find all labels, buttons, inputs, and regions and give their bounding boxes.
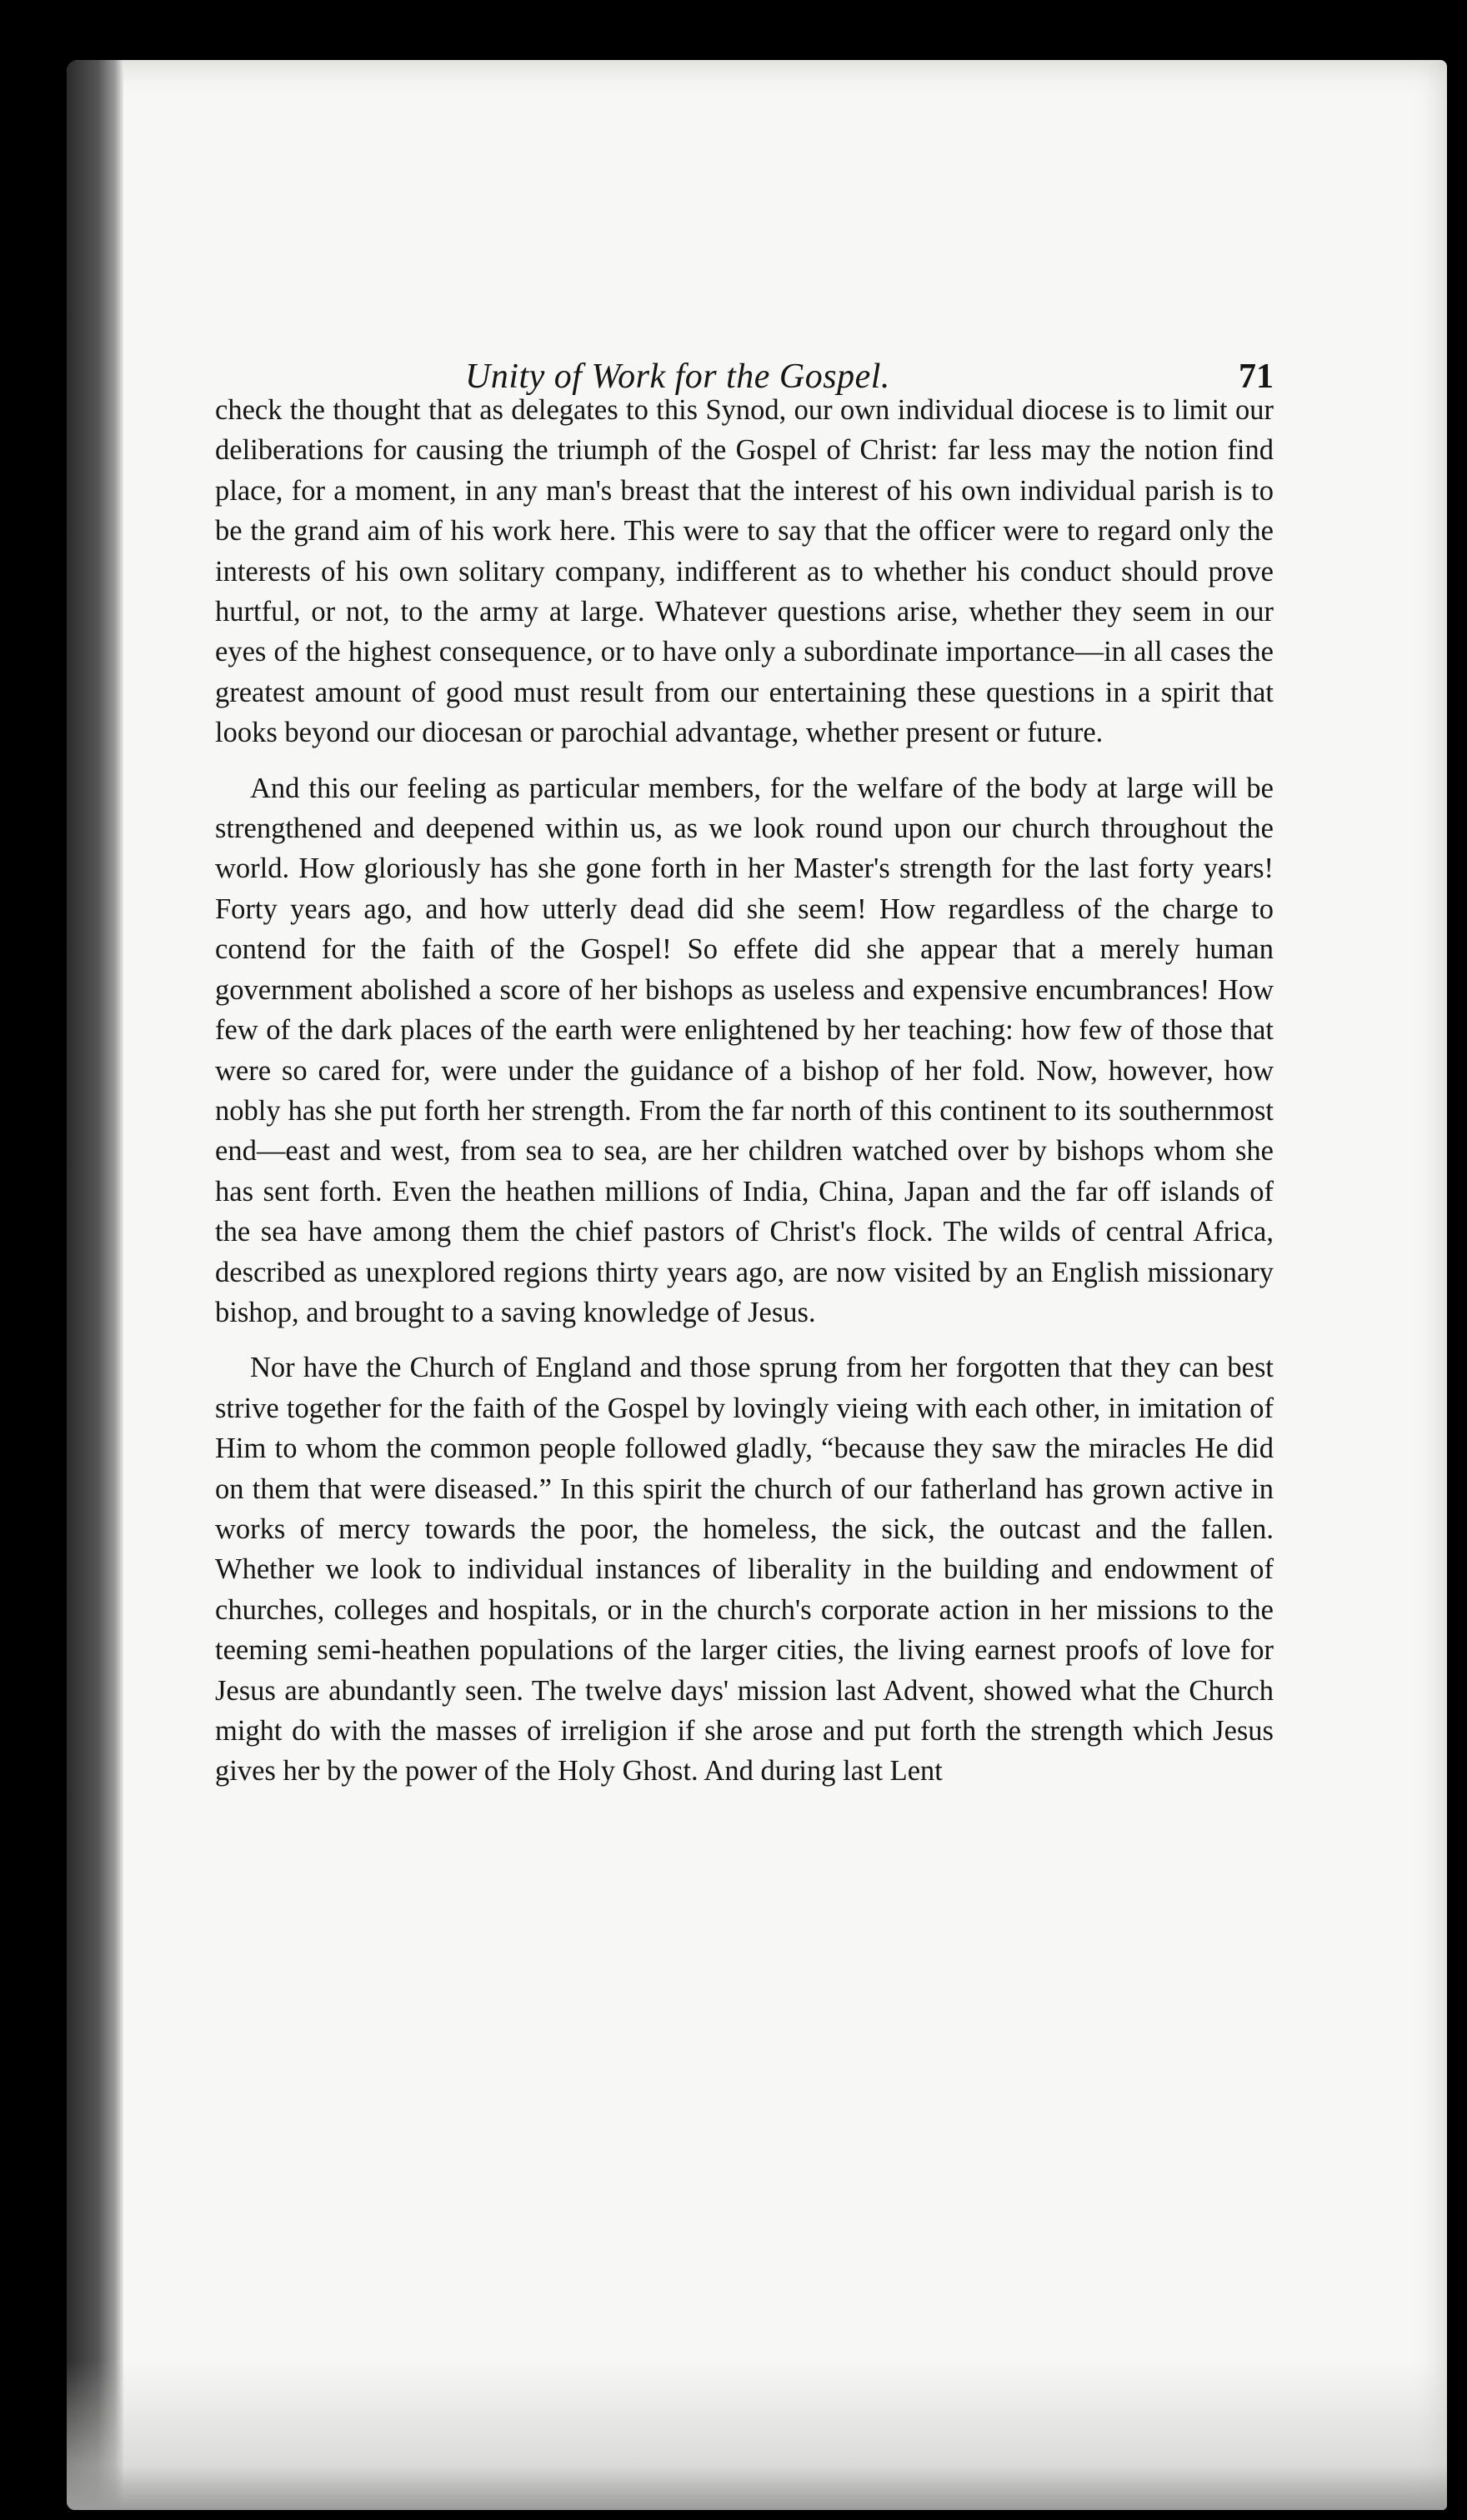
page-header [215,310,1274,396]
paragraph-3: Nor have the Church of England and those sprung from her forgotten that they can best strive together for the faith of the Gospel by lovingly vieing with each other, in imitation of Him to whom the common people followed gladly, “because they saw the miracles He did on them that were diseased.” In this spirit the church of our fatherland has grown active in works of mercy towards the poor, the homeless, the sick, the outcast and the fallen. Whether we look to individual instances of liberality in the building and endowment of churches, colleges and hospitals, or in the church's corporate action in her missions to the teeming semi-heathen populations of the larger cities, the living earnest proofs of love for Jesus are abundantly seen. The twelve days' mission last Advent, showed what the Church might do with the masses of irreligion if she arose and put forth the strength which Jesus gives her by the power of the Holy Ghost. And during last Lent [215,1352,1274,1788]
paragraph-2: And this our feeling as particular members, for the welfare of the body at large will be strengthened and deepened within us, as we look round upon our church throughout the world. How gloriously has she gone forth in her Master's strength for the last forty years! Forty years ago, and how utterly dead did she seem! How regardless of the charge to contend for the faith of the Gospel! So effete did she appear that a merely human government abolished a score of her bishops as useless and expensive encumbrances! How few of the dark places of the earth were enlightened by her teaching: how few of those that were so cared for, were under the guidance of a bishop of her fold. Now, however, how nobly has she put forth her strength. From the far north of this continent to its southernmost end—east and west, from sea to sea, are her children watched over by bishops whom she has sent forth. Even the heathen millions of India, China, Japan and the far off islands of the sea have among them the chief pastors of Christ's flock. The wilds of central Africa, described as unexplored regions thirty years ago, are now visited by an English missionary bishop, and brought to a saving knowledge of Jesus. [215,772,1274,1328]
running-title: Unity of Work for the Gospel. [465,358,890,396]
page-content [215,310,1274,1807]
page-number: 71 [1239,358,1274,396]
paragraph-1: check the thought that as delegates to this Synod, our own individual diocese is to limit our deliberations for causing the triumph of the Gospel of Christ: far less may the notion find place, for a moment, in any man's breast that the interest of his own individual parish is to be the grand aim of his work here. This were to say that the officer were to regard only the interests of his own solitary company, indifferent as to whether his conduct should prove hurtful, or not, to the army at large. Whatever questions arise, whether they seem in our eyes of the highest consequence, or to have only a subordinate importance—in all cases the greatest amount of good must result from our entertaining these questions in a spirit that looks beyond our diocesan or parochial advantage, whether present or future. [215,394,1274,749]
binding-gutter [67,60,123,2510]
book-page [67,60,1447,2510]
page-fold-shadow [67,2360,1447,2510]
